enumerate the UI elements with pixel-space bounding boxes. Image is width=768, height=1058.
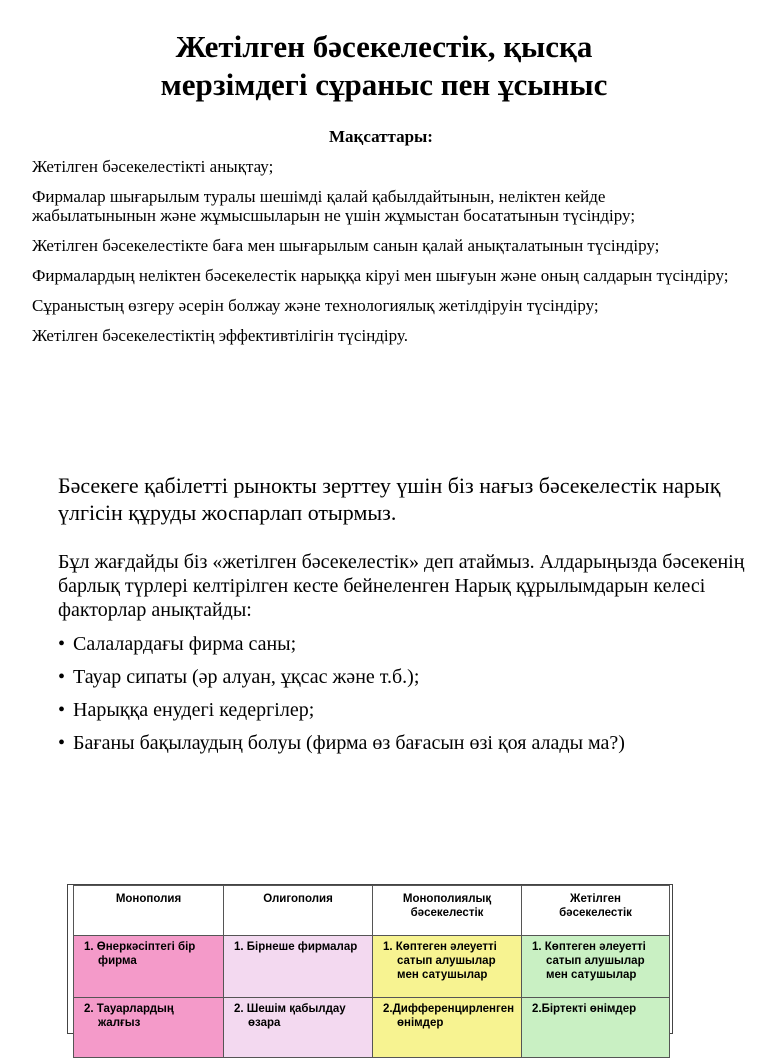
header-text: бәсекелестік xyxy=(410,907,484,919)
goals-list xyxy=(32,157,732,356)
factor-item xyxy=(58,631,748,657)
cell-text: 2.Дифференцирленген өнімдер xyxy=(383,1003,515,1029)
factor-item xyxy=(58,730,748,756)
factor-item xyxy=(58,664,748,690)
table-header-row xyxy=(74,886,670,936)
table-row xyxy=(74,998,670,1058)
description-paragraph: Бұл жағдайды біз «жетілген бәсекелестік» деп атаймыз. Алдарыңызда бәсекенің барлық түрлері келтірілген кесте бейнеленген Нарық құрылымдарын келесі факторлар анықтайды: xyxy=(58,551,745,621)
bullet-icon: • xyxy=(58,633,66,655)
bullet-icon: • xyxy=(58,699,66,721)
table-header-cell xyxy=(224,886,373,936)
table-cell xyxy=(373,998,522,1058)
goals-heading: Мақсаттары: xyxy=(329,127,433,146)
cell-text: 2. Тауарлардың жалғыз xyxy=(84,1003,174,1029)
table-cell xyxy=(74,998,224,1058)
cell-text: 2. Шешім қабылдау өзара xyxy=(234,1003,346,1029)
factor-item xyxy=(58,697,748,723)
header-text: Жетілген xyxy=(570,893,621,905)
table-cell xyxy=(224,998,373,1058)
cell-text: 1. Бірнеше фирмалар xyxy=(234,941,358,953)
table-cell xyxy=(373,936,522,998)
cell-text: 1. Көптеген әлеуетті сатып алушылар мен сатушылар xyxy=(532,941,646,981)
page-title xyxy=(40,28,728,104)
header-text: Монополия xyxy=(115,893,182,905)
goal-item: Сұраныстың өзгеру әсерін болжау және технологиялық жетілдіруін түсіндіру; xyxy=(32,296,599,315)
cell-text: 1. Көптеген әлеуетті сатып алушылар мен сатушылар xyxy=(383,941,497,981)
cell-text: 1. Өнеркәсіптегі бір фирма xyxy=(84,941,196,967)
intro-text: Бәсекеге қабілетті рынокты зерттеу үшін біз нағыз бәсекелестік нарық үлгісін құруды жоспарлап отырмыз. xyxy=(58,473,721,525)
header-text: Олигополия xyxy=(263,893,333,905)
table-header-cell xyxy=(373,886,522,936)
table-cell xyxy=(74,936,224,998)
bullet-icon: • xyxy=(58,732,66,754)
header-text: Монополиялық xyxy=(402,893,492,905)
goal-item: Фирмалар шығарылым туралы шешімді қалай қабылдайтынын, неліктен кейде жабылатынынын және жұмысшыларын не үшін жұмыстан босататынын түсіндіру; xyxy=(32,187,636,225)
table-header-cell xyxy=(522,886,670,936)
goal-item: Жетілген бәсекелестіктің эффективтілігін түсіндіру. xyxy=(32,326,408,345)
table-cell xyxy=(522,998,670,1058)
title-line-2: мерзімдегі сұраныс пен ұсыныс xyxy=(160,67,608,102)
cell-text: 2.Біртекті өнімдер xyxy=(532,1003,637,1015)
header-text: бәсекелестік xyxy=(559,907,632,919)
factor-text: Салалардағы фирма саны; xyxy=(73,633,297,655)
table-row xyxy=(74,936,670,998)
table-cell xyxy=(522,936,670,998)
goal-item: Фирмалардың неліктен бәсекелестік нарыққа кіруі мен шығуын және оның салдарын түсіндіру; xyxy=(32,266,729,285)
factor-text: Тауар сипаты (әр алуан, ұқсас және т.б.); xyxy=(73,666,420,688)
market-structures-table xyxy=(73,885,670,1058)
goal-item: Жетілген бәсекелестікте баға мен шығарылым санын қалай анықталатынын түсіндіру; xyxy=(32,236,660,255)
goal-item: Жетілген бәсекелестікті анықтау; xyxy=(32,157,274,176)
factor-text: Нарыққа енудегі кедергілер; xyxy=(73,699,315,721)
bullet-icon: • xyxy=(58,666,66,688)
market-structures-table-image xyxy=(67,884,673,1034)
table-cell xyxy=(224,936,373,998)
title-line-1: Жетілген бәсекелестік, қысқа xyxy=(175,29,593,64)
factors-list xyxy=(58,631,748,763)
table-header-cell xyxy=(74,886,224,936)
factor-text: Бағаны бақылаудың болуы (фирма өз бағасын өзі қоя алады ма?) xyxy=(73,732,625,754)
